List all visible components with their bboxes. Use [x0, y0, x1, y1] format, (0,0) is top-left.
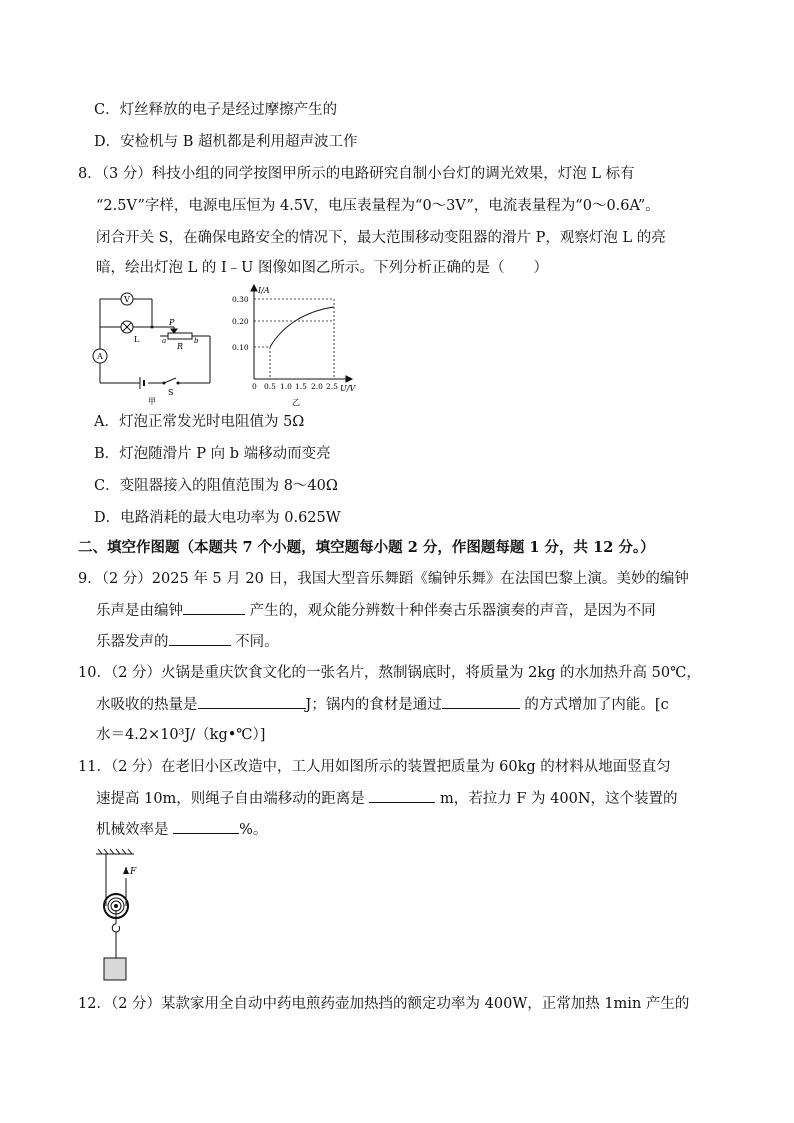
- iu-graph: [228, 283, 368, 411]
- rheostat-end-b: b: [194, 337, 199, 345]
- graph-ylabel: I/A: [258, 286, 270, 295]
- graph-xlabel: U/V: [340, 384, 356, 393]
- rheostat-label: R: [177, 342, 184, 351]
- switch-label: S: [168, 388, 174, 397]
- x-tick-10: 1.0: [280, 382, 292, 391]
- q8-option-c: C．变阻器接入的阻值范围为 8～40Ω: [94, 478, 338, 494]
- q11-line1: 11．（2 分）在老旧小区改造中，工人用如图所示的装置把质量为 60kg 的材料从地面竖直匀: [78, 759, 671, 775]
- answer-blank[interactable]: [442, 694, 520, 709]
- q10-line3: 水＝4.2×10³J/（kg•℃）]: [96, 727, 266, 743]
- q11-line2-text-a: 速提高 10m，则绳子自由端移动的距离是: [96, 791, 370, 807]
- x-tick-15: 1.5: [295, 382, 307, 391]
- x-tick-20: 2.0: [311, 382, 323, 391]
- q8-option-b: B．灯泡随滑片 P 向 b 端移动而变亮: [94, 446, 331, 462]
- q9-line3-text-b: 不同。: [230, 634, 279, 650]
- q9-line2-text-a: 乐声是由编钟: [96, 603, 183, 619]
- q8-stem-line4: 暗，绘出灯泡 L 的 I﹣U 图像如图乙所示。下列分析正确的是（ ）: [96, 260, 549, 276]
- answer-blank[interactable]: [173, 819, 239, 834]
- q9-line2: [96, 600, 656, 621]
- answer-blank[interactable]: [198, 694, 306, 709]
- lamp-label: L: [134, 335, 140, 344]
- graph-caption: 乙: [292, 398, 300, 407]
- answer-blank[interactable]: [169, 631, 231, 646]
- q10-line2-text-c: 的方式增加了内能。[c: [519, 697, 669, 713]
- circuit-diagram: [88, 287, 218, 405]
- q11-line3-text-b: %。: [239, 822, 268, 838]
- q8-option-d: D．电路消耗的最大电功率为 0.625W: [94, 510, 341, 526]
- y-tick-020: 0.20: [232, 317, 249, 326]
- ammeter-label: A: [97, 352, 103, 361]
- slider-label: P: [169, 318, 175, 327]
- q7-option-d: D．安检机与 B 超机都是利用超声波工作: [94, 134, 358, 150]
- q8-stem-line1: 8．（3 分）科技小组的同学按图甲所示的电路研究自制小台灯的调光效果，灯泡 L 标有: [78, 166, 635, 182]
- answer-blank[interactable]: [183, 600, 245, 615]
- pulley-figure: [92, 848, 148, 984]
- x-tick-25: 2.5: [326, 382, 338, 391]
- q8-stem-line3: 闭合开关 S，在确保电路安全的情况下，最大范围移动变阻器的滑片 P，观察灯泡 L 的亮: [96, 230, 666, 246]
- q10-line2-text-a: 水吸收的热量是: [96, 697, 198, 713]
- q11-line2: [96, 788, 678, 809]
- q11-line2-text-b: m，若拉力 F 为 400N，这个装置的: [435, 791, 678, 807]
- voltmeter-label: V: [124, 295, 130, 304]
- force-label: F: [130, 867, 137, 877]
- q10-line2: [96, 694, 669, 715]
- q10-line1: 10．（2 分）火锅是重庆饮食文化的一张名片，熬制锅底时，将质量为 2kg 的水加热升高 50℃，: [78, 665, 701, 681]
- x-tick-origin: 0: [252, 382, 257, 391]
- q7-option-c: C．灯丝释放的电子是经过摩擦产生的: [94, 102, 338, 118]
- q9-line3-text-a: 乐器发声的: [96, 634, 169, 650]
- y-tick-010: 0.10: [232, 343, 249, 352]
- q9-line3: [96, 631, 279, 652]
- q9-line2-text-b: 产生的，观众能分辨数十种伴奏古乐器演奏的声音，是因为不同: [245, 603, 656, 619]
- q12-line1: 12．（2 分）某款家用全自动中药电煎药壶加热挡的额定功率为 400W，正常加热 1min 产生的: [78, 996, 690, 1012]
- q11-line3: [96, 819, 267, 840]
- q9-line1: 9．（2 分）2025 年 5 月 20 日，我国大型音乐舞蹈《编钟乐舞》在法国巴黎上演。美妙的编钟: [78, 571, 689, 587]
- y-tick-030: 0.30: [232, 295, 249, 304]
- q11-line3-text-a: 机械效率是: [96, 822, 174, 838]
- x-tick-05: 0.5: [264, 382, 276, 391]
- section-heading: 二、填空作图题（本题共 7 个小题，填空题每小题 2 分，作图题每题 1 分，共 12 分。）: [78, 539, 655, 556]
- circuit-caption: 甲: [148, 397, 156, 405]
- q8-stem-line2: “2.5V”字样，电源电压恒为 4.5V，电压表量程为“0～3V”，电流表量程为“0～0.6A”。: [96, 198, 660, 214]
- q8-option-a: A．灯泡正常发光时电阻值为 5Ω: [94, 414, 305, 430]
- answer-blank[interactable]: [369, 788, 435, 803]
- q10-line2-text-b: J；锅内的食材是通过: [305, 697, 442, 713]
- rheostat-end-a: a: [162, 337, 167, 345]
